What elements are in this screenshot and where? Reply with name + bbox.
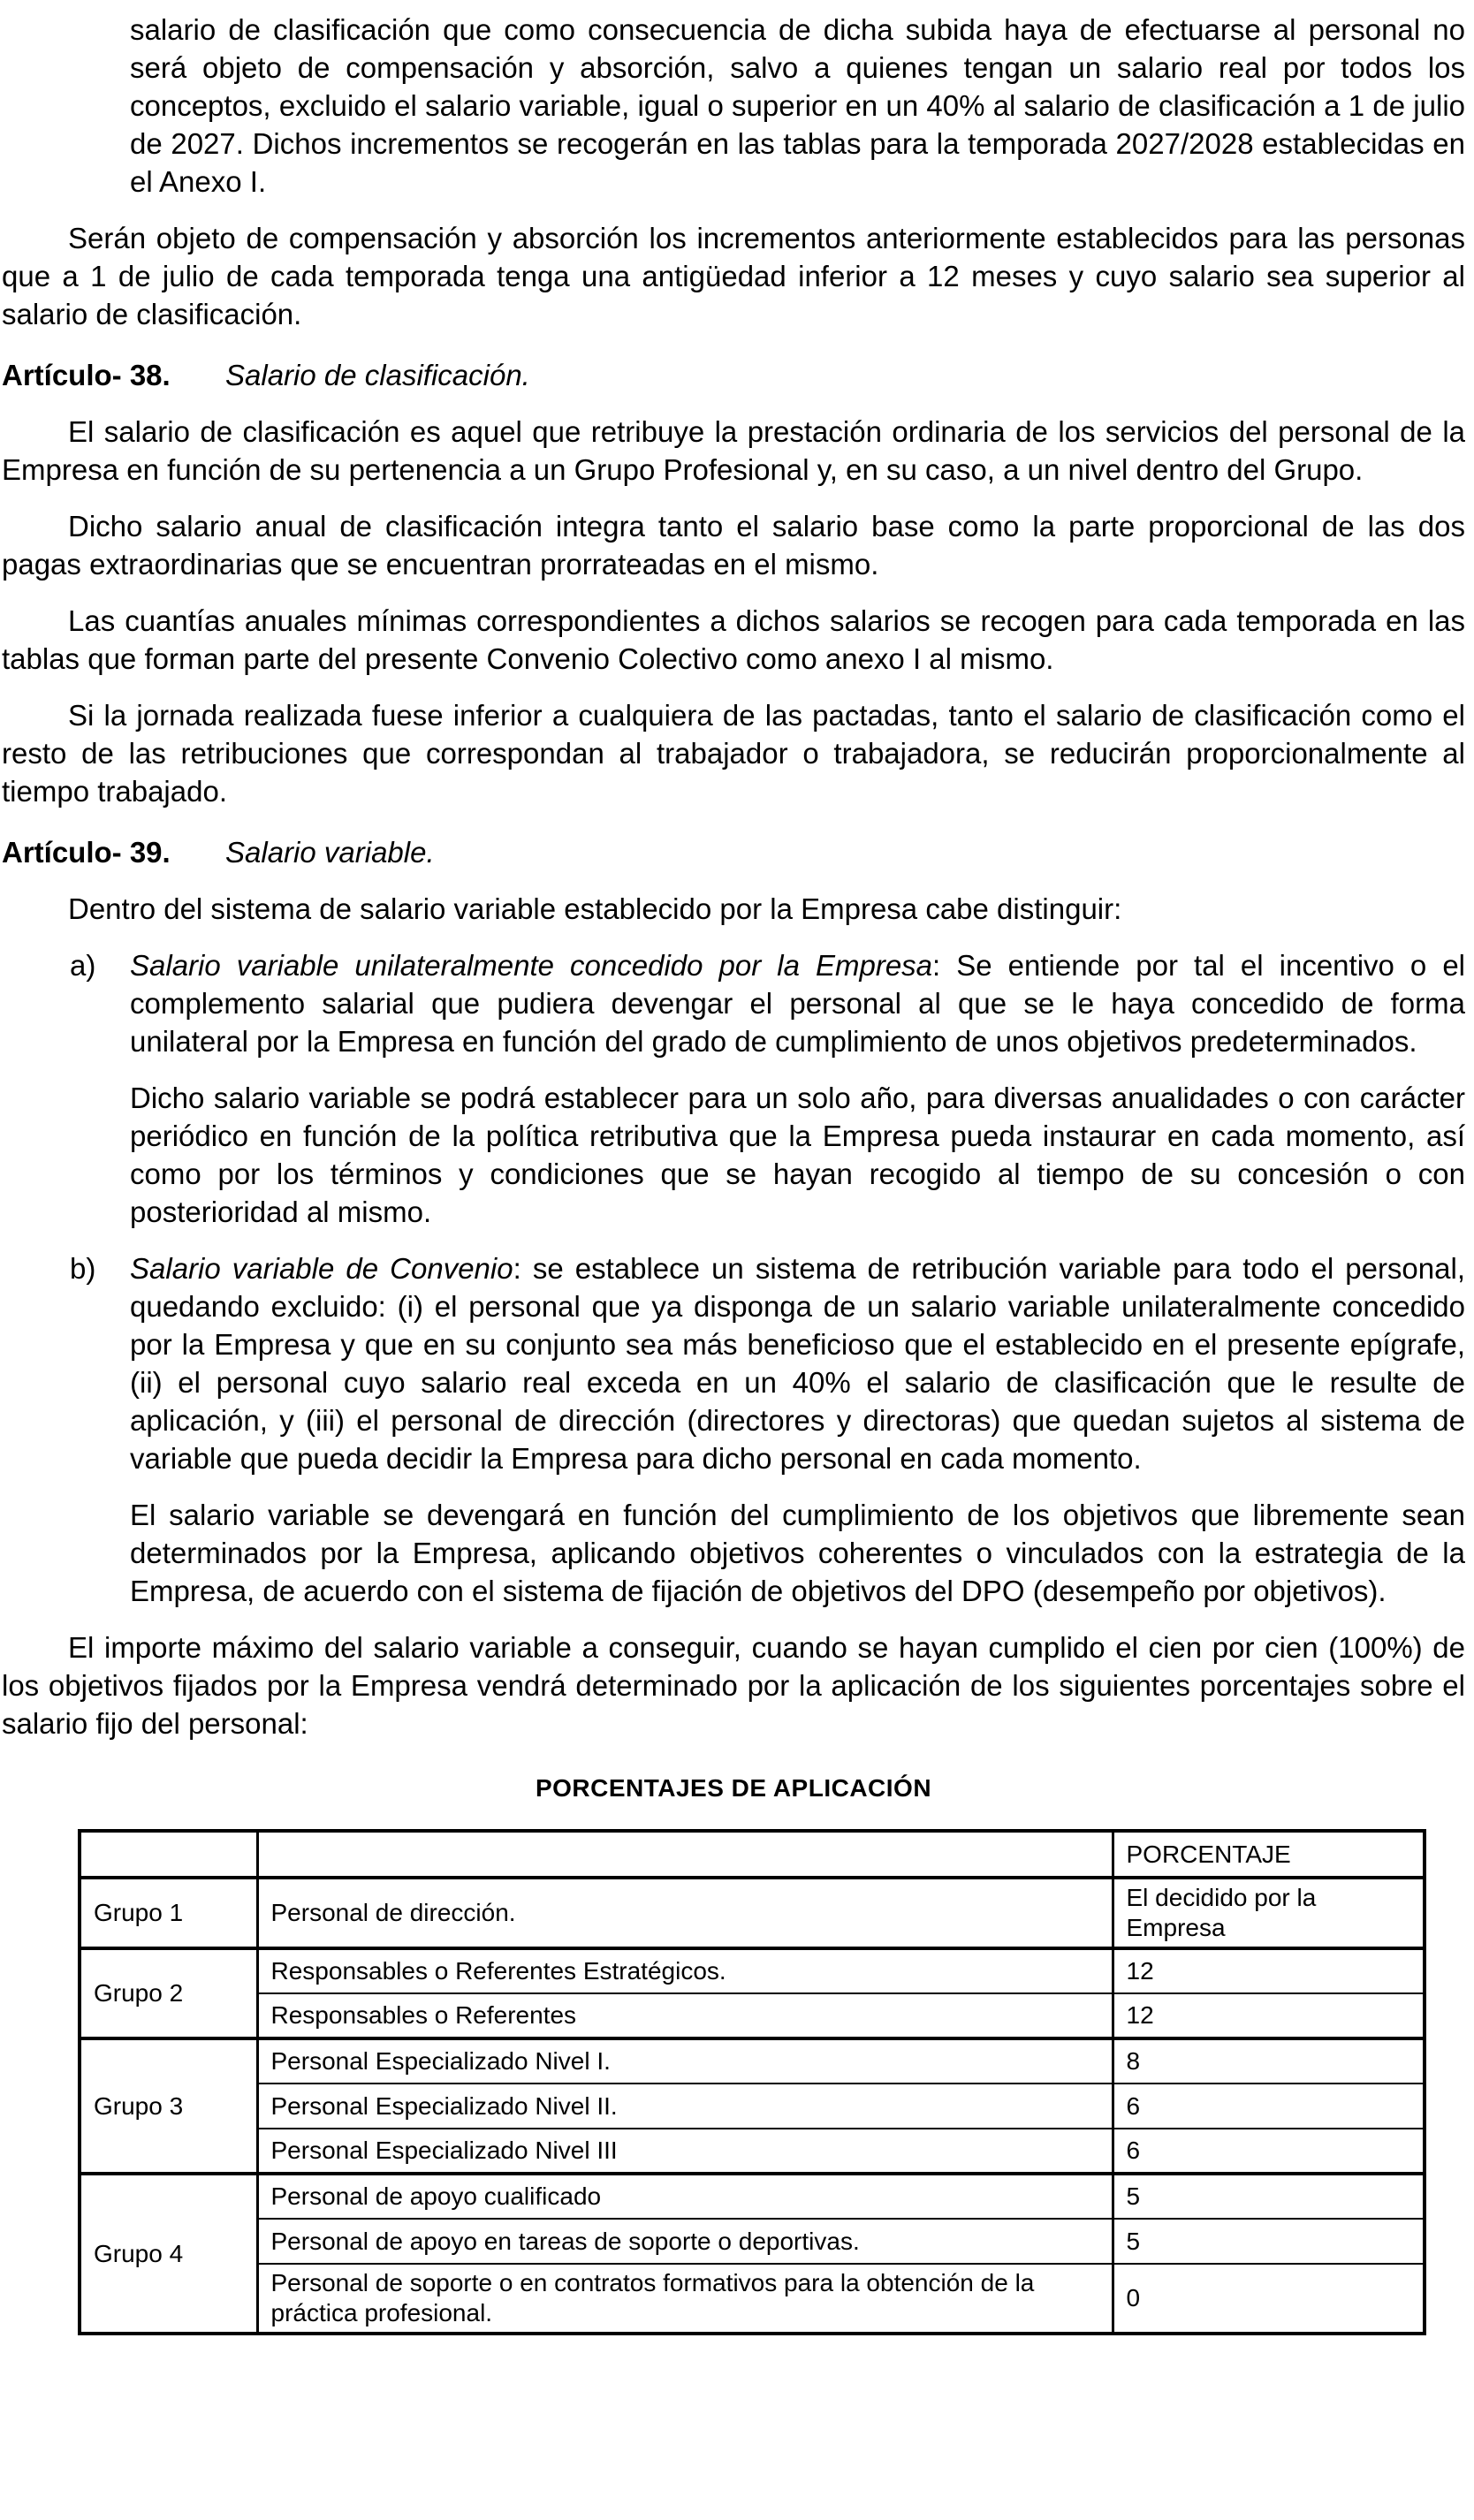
row-desc: Personal de soporte o en contratos formativos para la obtención de la práctica profesional.	[257, 2264, 1113, 2334]
list-item-b-text: : se establece un sistema de retribución variable para todo el personal, quedando excluido: (i) el personal que ya disponga de un salario variable unilateralmente concedido por la Empresa y que en su conjunto sea más beneficioso que el establecido en el presente epígrafe, (ii) el personal cuyo salario real exceda en un 40% el salario de clasificación que le resulte de aplicación, y (iii) el personal de dirección (directores y directoras) que quedan sujetos al sistema de variable que pueda decidir la Empresa para dicho personal en cada momento.	[130, 1252, 1465, 1475]
table-row	[80, 2264, 1425, 2334]
row-desc: Responsables o Referentes Estratégicos.	[257, 1948, 1113, 1993]
row-desc: Responsables o Referentes	[257, 1993, 1113, 2038]
list-item-b-paragraph-2: El salario variable se devengará en función del cumplimiento de los objetivos que libremente sean determinados por la Empresa, aplicando objetivos coherentes o vinculados con la estrategia de la Empresa, de acuerdo con el sistema de fijación de objetivos del DPO (desempeño por objetivos).	[130, 1499, 1465, 1607]
row-pct: 8	[1113, 2038, 1425, 2084]
article-38-paragraph-3: Las cuantías anuales mínimas correspondientes a dichos salarios se recogen para cada temporada en las tablas que forman parte del presente Convenio Colectivo como anexo I al mismo.	[2, 604, 1465, 675]
row-pct: 12	[1113, 1948, 1425, 1993]
group-2-label: Grupo 2	[80, 1948, 257, 2038]
table-row	[80, 1993, 1425, 2038]
table-header-row	[80, 1831, 1425, 1878]
paragraph-continuation: salario de clasificación que como consecuencia de dicha subida haya de efectuarse al personal no será objeto de compensación y absorción, salvo a quienes tengan un salario real por todos los conceptos, excluido el salario variable, igual o superior en un 40% al salario de clasificación a 1 de julio de 2027. Dichos incrementos se recogerán en las tablas para la temporada 2027/2028 establecidas en el Anexo I.	[130, 13, 1465, 198]
table-title: PORCENTAJES DE APLICACIÓN	[535, 1774, 932, 1802]
list-item-a-lead: Salario variable unilateralmente concedido por la Empresa	[130, 949, 933, 982]
list-item-a	[70, 946, 1465, 1060]
list-item-b-marker: b)	[70, 1252, 96, 1285]
table-row	[80, 2129, 1425, 2174]
row-desc: Personal Especializado Nivel III	[257, 2129, 1113, 2174]
article-38-paragraph-2: Dicho salario anual de clasificación integra tanto el salario base como la parte proporcional de las dos pagas extraordinarias que se encuentran prorrateadas en el mismo.	[2, 510, 1465, 581]
list-item-a-text: : Se entiende por tal el incentivo o el complemento salarial que pudiera devengar el personal al que se le haya concedido de forma unilateral por la Empresa en función del grado de cumplimiento de unos objetivos predeterminados.	[130, 949, 1465, 1058]
row-desc: Personal de apoyo en tareas de soporte o deportivas.	[257, 2219, 1113, 2264]
group-1-label: Grupo 1	[80, 1878, 257, 1948]
row-desc: Personal de dirección.	[257, 1878, 1113, 1948]
list-item-a-marker: a)	[70, 949, 96, 982]
table-header-group	[80, 1831, 257, 1878]
table-row	[80, 2038, 1425, 2084]
table-row	[80, 1948, 1425, 1993]
row-pct: 0	[1113, 2264, 1425, 2334]
article-39-title: Salario variable.	[225, 836, 435, 869]
row-pct: 6	[1113, 2129, 1425, 2174]
row-desc: Personal Especializado Nivel II.	[257, 2084, 1113, 2129]
article-39-closing: El importe máximo del salario variable a conseguir, cuando se hayan cumplido el cien por cien (100%) de los objetivos fijados por la Empresa vendrá determinado por la aplicación de los siguientes porcentajes sobre el salario fijo del personal:	[2, 1631, 1465, 1740]
article-39-number: Artículo- 39.	[2, 836, 171, 869]
row-pct: 5	[1113, 2174, 1425, 2219]
row-pct: 12	[1113, 1993, 1425, 2038]
article-38-title: Salario de clasificación.	[225, 359, 530, 391]
porcentajes-table	[78, 1829, 1426, 2335]
article-39-heading	[2, 833, 1465, 871]
row-desc: Personal Especializado Nivel I.	[257, 2038, 1113, 2084]
paragraph-compensacion: Serán objeto de compensación y absorción los incrementos anteriormente establecidos para las personas que a 1 de julio de cada temporada tenga una antigüedad inferior a 12 meses y cuyo salario sea superior al salario de clasificación.	[2, 222, 1465, 330]
article-38-paragraph-4: Si la jornada realizada fuese inferior a cualquiera de las pactadas, tanto el salario de clasificación como el resto de las retribuciones que correspondan al trabajador o trabajadora, se reducirán proporcionalmente al tiempo trabajado.	[2, 699, 1465, 808]
group-4-label: Grupo 4	[80, 2174, 257, 2334]
row-pct: El decidido por la Empresa	[1113, 1878, 1425, 1948]
article-38-paragraph-1: El salario de clasificación es aquel que retribuye la prestación ordinaria de los servicios del personal de la Empresa en función de su pertenencia a un Grupo Profesional y, en su caso, a un nivel dentro del Grupo.	[2, 415, 1465, 486]
list-item-b	[70, 1249, 1465, 1477]
list-item-a-paragraph-2: Dicho salario variable se podrá establecer para un solo año, para diversas anualidades o con carácter periódico en función de la política retributiva que la Empresa pueda instaurar en cada momento, así como por los términos y condiciones que se hayan recogido al tiempo de su concesión o con posterioridad al mismo.	[130, 1082, 1465, 1228]
row-pct: 5	[1113, 2219, 1425, 2264]
article-38-heading	[2, 356, 1465, 394]
group-3-label: Grupo 3	[80, 2038, 257, 2174]
table-row	[80, 1878, 1425, 1948]
article-39-intro: Dentro del sistema de salario variable establecido por la Empresa cabe distinguir:	[68, 892, 1122, 925]
table-header-porcentaje: PORCENTAJE	[1113, 1831, 1425, 1878]
table-row	[80, 2219, 1425, 2264]
table-header-desc	[257, 1831, 1113, 1878]
table-row	[80, 2084, 1425, 2129]
table-row	[80, 2174, 1425, 2219]
row-pct: 6	[1113, 2084, 1425, 2129]
article-38-number: Artículo- 38.	[2, 359, 171, 391]
row-desc: Personal de apoyo cualificado	[257, 2174, 1113, 2219]
list-item-b-lead: Salario variable de Convenio	[130, 1252, 513, 1285]
